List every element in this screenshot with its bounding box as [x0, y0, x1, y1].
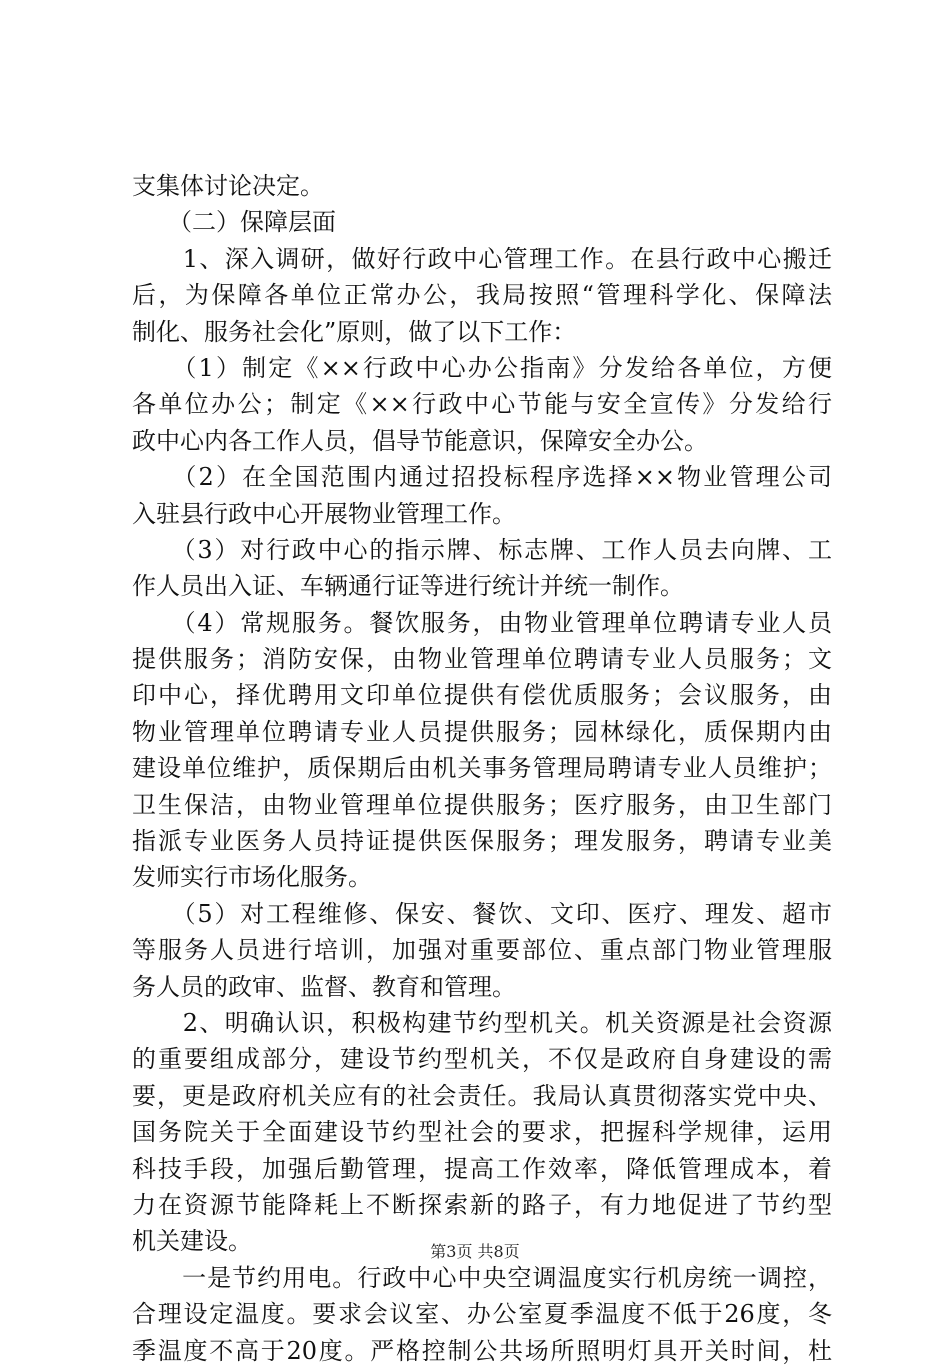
- text-line: 等服务人员进行培训，加强对重要部位、重点部门物业管理服: [132, 936, 832, 965]
- document-body: [132, 168, 832, 1369]
- text-line: 1、深入调研，做好行政中心管理工作。在县行政中心搬迁: [132, 244, 832, 273]
- text-line: 卫生保洁，由物业管理单位提供服务；医疗服务，由卫生部门: [132, 790, 832, 819]
- text-line: 合理设定温度。要求会议室、办公室夏季温度不低于26度，冬: [132, 1300, 832, 1329]
- text-line: 国务院关于全面建设节约型社会的要求，把握科学规律，运用: [132, 1118, 832, 1147]
- text-line: 季温度不高于20度。严格控制公共场所照明灯具开关时间，杜: [132, 1336, 832, 1365]
- text-line: （4）常规服务。餐饮服务，由物业管理单位聘请专业人员: [132, 608, 832, 637]
- text-line: 物业管理单位聘请专业人员提供服务；园林绿化，质保期内由: [132, 717, 832, 746]
- text-line: 务人员的政审、监督、教育和管理。: [132, 972, 516, 1001]
- text-line: 入驻县行政中心开展物业管理工作。: [132, 499, 516, 528]
- text-line: 各单位办公；制定《××行政中心节能与安全宣传》分发给行: [132, 390, 832, 419]
- text-line: （1）制定《××行政中心办公指南》分发给各单位，方便: [132, 353, 832, 382]
- text-line: 的重要组成部分，建设节约型机关，不仅是政府自身建设的需: [132, 1045, 832, 1074]
- text-line: 科技手段，加强后勤管理，提高工作效率，降低管理成本，着: [132, 1154, 832, 1183]
- page-number: 第3页 共8页: [430, 1242, 520, 1261]
- text-line: 要，更是政府机关应有的社会责任。我局认真贯彻落实党中央、: [132, 1081, 832, 1110]
- text-line: （2）在全国范围内通过招投标程序选择××物业管理公司: [132, 463, 832, 492]
- text-line: （3）对行政中心的指示牌、标志牌、工作人员去向牌、工: [132, 535, 832, 564]
- text-line: 2、明确认识，积极构建节约型机关。机关资源是社会资源: [132, 1008, 832, 1037]
- text-line: 发师实行市场化服务。: [132, 863, 372, 892]
- page-footer: [0, 1241, 950, 1263]
- text-line: 支集体讨论决定。: [132, 172, 324, 200]
- text-line: 指派专业医务人员持证提供医保服务；理发服务，聘请专业美: [132, 827, 832, 856]
- text-line: 提供服务；消防安保，由物业管理单位聘请专业人员服务；文: [132, 645, 832, 674]
- text-line: （5）对工程维修、保安、餐饮、文印、医疗、理发、超市: [132, 899, 832, 928]
- text-line: 印中心，择优聘用文印单位提供有偿优质服务；会议服务，由: [132, 681, 832, 710]
- text-line: 作人员出入证、车辆通行证等进行统计并统一制作。: [132, 572, 684, 601]
- text-line: 政中心内各工作人员，倡导节能意识，保障安全办公。: [132, 426, 708, 455]
- section-heading: （二）保障层面: [132, 208, 336, 237]
- text-line: 制化、服务社会化”原则，做了以下工作：: [132, 317, 577, 346]
- text-line: 机关建设。: [132, 1227, 252, 1256]
- text-line: 后，为保障各单位正常办公，我局按照“管理科学化、保障法: [132, 281, 832, 310]
- text-line: 一是节约用电。行政中心中央空调温度实行机房统一调控，: [132, 1263, 832, 1292]
- text-line: 力在资源节能降耗上不断探索新的路子，有力地促进了节约型: [132, 1190, 832, 1219]
- text-line: 建设单位维护，质保期后由机关事务管理局聘请专业人员维护；: [132, 754, 832, 783]
